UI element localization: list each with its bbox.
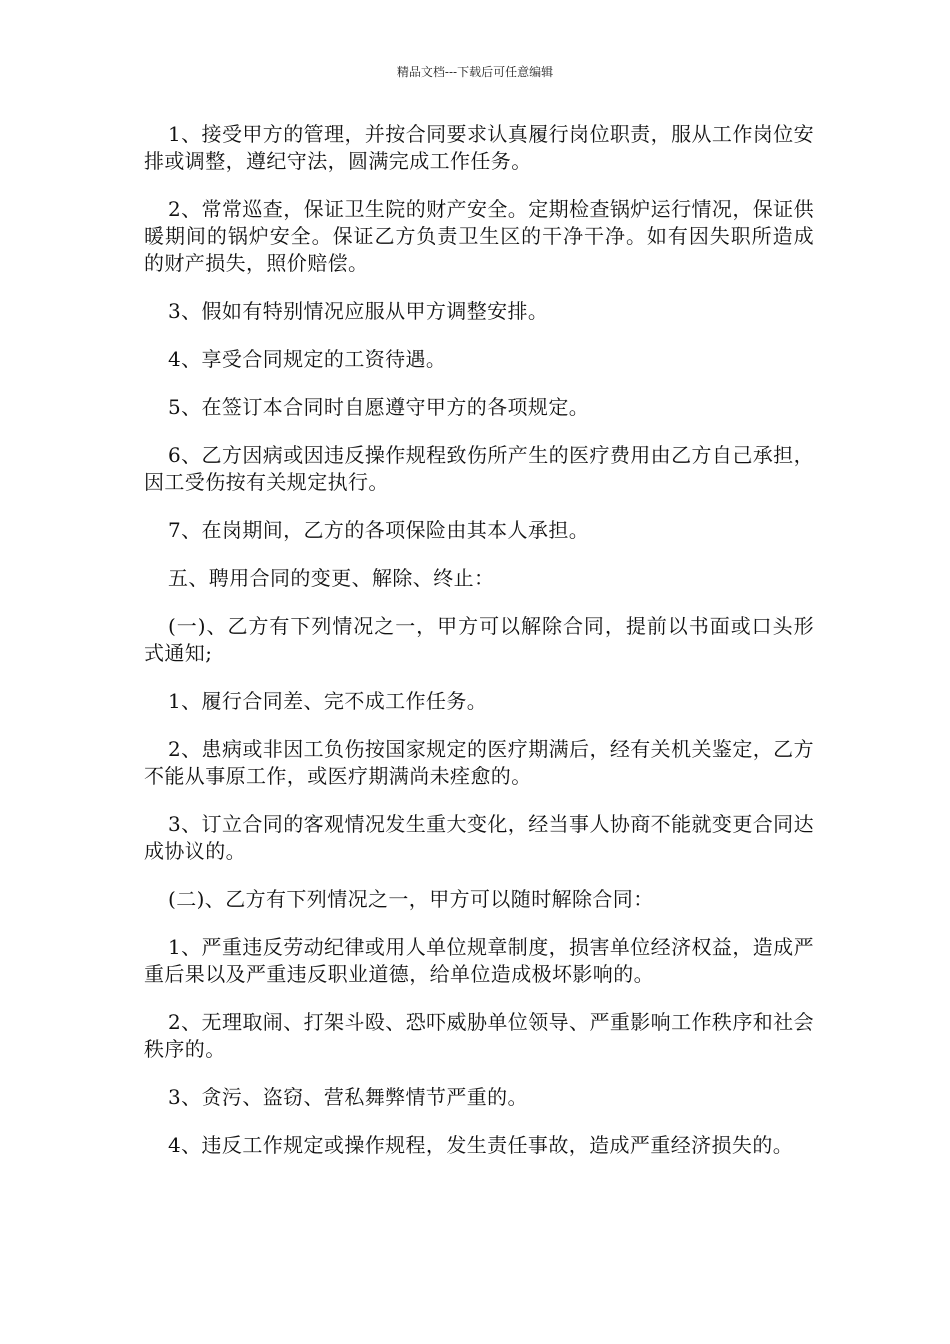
clause-paragraph: 2、患病或非因工负伤按国家规定的医疗期满后，经有关机关鉴定，乙方不能从事原工作，或医疗期满尚未痊愈的。 xyxy=(144,737,814,788)
clause-paragraph: 3、假如有特别情况应服从甲方调整安排。 xyxy=(168,299,549,323)
clause-paragraph: 2、无理取闹、打架斗殴、恐吓威胁单位领导、严重影响工作秩序和社会秩序的。 xyxy=(144,1010,814,1061)
clause-paragraph: 7、在岗期间，乙方的各项保险由其本人承担。 xyxy=(168,518,590,542)
page-header: 精品文档---下载后可任意编辑 xyxy=(396,65,554,79)
clause-paragraph: 4、违反工作规定或操作规程，发生责任事故，造成严重经济损失的。 xyxy=(168,1133,794,1157)
subsection-heading: (二)、乙方有下列情况之一，甲方可以随时解除合同： xyxy=(168,887,654,911)
clause-paragraph: 3、订立合同的客观情况发生重大变化，经当事人协商不能就变更合同达成协议的。 xyxy=(144,812,814,863)
section-heading: 五、聘用合同的变更、解除、终止： xyxy=(168,566,495,590)
clause-paragraph: 6、乙方因病或因违反操作规程致伤所产生的医疗费用由乙方自己承担，因工受伤按有关规定执行。 xyxy=(144,443,814,494)
clause-paragraph: 4、享受合同规定的工资待遇。 xyxy=(168,347,447,371)
clause-paragraph: 1、严重违反劳动纪律或用人单位规章制度，损害单位经济权益，造成严重后果以及严重违反职业道德，给单位造成极坏影响的。 xyxy=(144,935,814,986)
document-body xyxy=(144,121,814,1180)
clause-paragraph: 1、接受甲方的管理，并按合同要求认真履行岗位职责，服从工作岗位安排或调整，遵纪守法，圆满完成工作任务。 xyxy=(144,122,814,173)
clause-paragraph: 1、履行合同差、完不成工作任务。 xyxy=(168,689,488,713)
clause-paragraph: 2、常常巡查，保证卫生院的财产安全。定期检查锅炉运行情况，保证供暖期间的锅炉安全。保证乙方负责卫生区的干净干净。如有因失职所造成的财产损失，照价赔偿。 xyxy=(144,197,814,275)
clause-paragraph: 3、贪污、盗窃、营私舞弊情节严重的。 xyxy=(168,1085,528,1109)
clause-paragraph: 5、在签订本合同时自愿遵守甲方的各项规定。 xyxy=(168,395,590,419)
subsection-heading: (一)、乙方有下列情况之一，甲方可以解除合同，提前以书面或口头形式通知; xyxy=(144,614,814,665)
